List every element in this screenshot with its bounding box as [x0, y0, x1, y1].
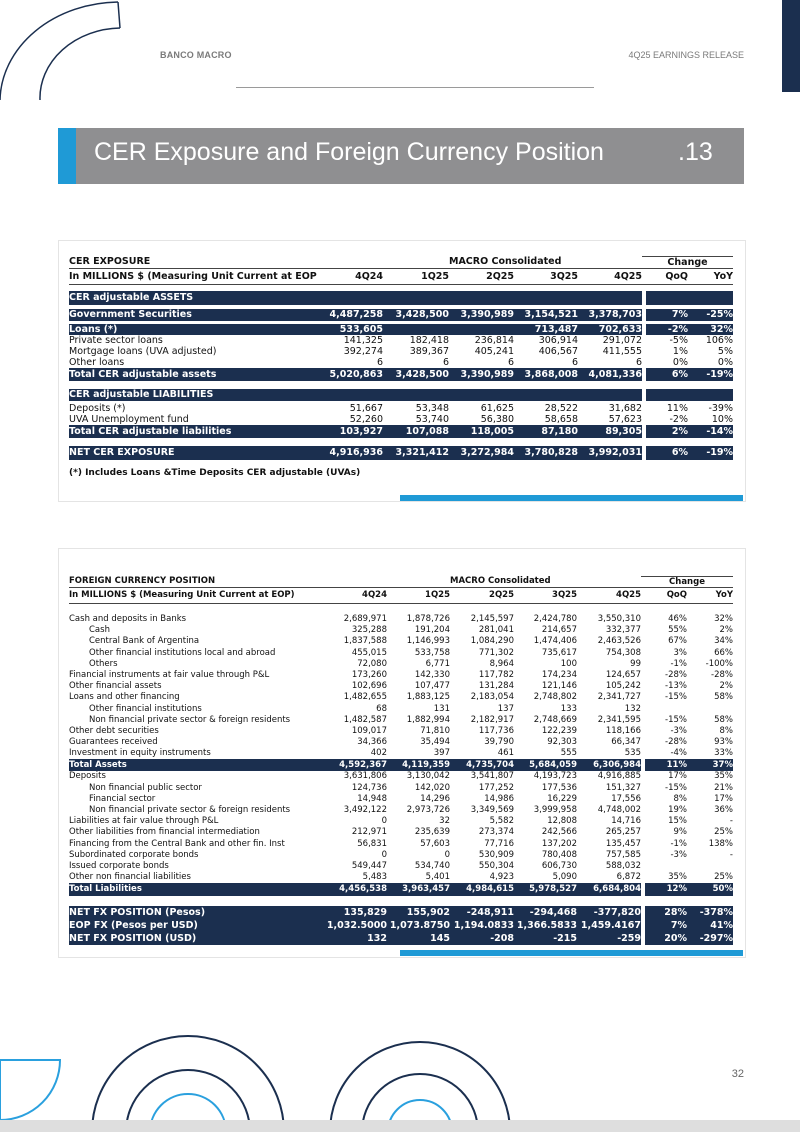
table-row: Investment in equity instruments 402 397 461 555 535 -4% 33%	[69, 748, 733, 759]
table-row: Other financial institutions local and abroad 455,015 533,758 771,302 735,617 754,308 3% 66%	[89, 647, 733, 658]
fx-group: MACRO Consolidated	[450, 576, 551, 586]
table-row: Others 72,080 6,771 8,964 100 99 -1% -100%	[89, 658, 733, 669]
table-row: Non financial private sector & foreign residents 1,482,587 1,882,994 2,182,917 2,748,669 2,341,595 -15% 58%	[89, 714, 733, 725]
table-row: Other loans 6 6 6 6 6 0% 0%	[69, 357, 733, 368]
table-row: Deposits 3,631,806 3,130,042 3,541,807 4,193,723 4,916,885 17% 35%	[69, 771, 733, 782]
report-name: 4Q25 EARNINGS RELEASE	[628, 50, 744, 60]
fx-position-table	[69, 576, 733, 945]
table-row: Liabilities at fair value through P&L 0 32 5,582 12,808 14,716 15% -	[69, 816, 733, 827]
header-divider	[236, 87, 594, 88]
corner-arc-decoration	[0, 0, 130, 100]
table-row: Other liabilities from financial intermediation 212,971 235,639 273,374 242,566 265,257 9% 25%	[69, 827, 733, 838]
table-row: Private sector loans 141,325 182,418 236,814 306,914 291,072 -5% 106%	[69, 335, 733, 346]
cer-header-row: In MILLIONS $ (Measuring Unit Current at EOP 4Q24 1Q25 2Q25 3Q25 4Q25 QoQ YoY	[69, 268, 733, 285]
table-row: Financing from the Central Bank and other fin. Inst 56,831 57,603 77,716 137,202 135,457 -1% 138%	[69, 838, 733, 849]
fx-change: Change	[641, 576, 733, 588]
cer-footnote: (*) Includes Loans &Time Deposits CER adjustable (UVAs)	[69, 468, 361, 478]
cer-title: CER EXPOSURE	[69, 256, 151, 267]
cer-liab-head: CER adjustable LIABILITIES	[69, 389, 733, 401]
cer-change: Change	[642, 256, 733, 268]
table-row: Loans and other financing 1,482,655 1,883,125 2,183,054 2,748,802 2,341,727 -15% 58%	[69, 692, 733, 703]
fx-header-row: In MILLIONS $ (Measuring Unit Current at EOP) 4Q24 1Q25 2Q25 3Q25 4Q25 QoQ YoY	[69, 587, 733, 604]
table-row: Subordinated corporate bonds 0 0 530,909 780,408 757,585 -3% -	[69, 849, 733, 860]
cer-exposure-table	[69, 256, 733, 478]
table-row: UVA Unemployment fund 52,260 53,740 56,380 58,658 57,623 -2% 10%	[69, 414, 733, 425]
table-row: Deposits (*) 51,667 53,348 61,625 28,522 31,682 11% -39%	[69, 403, 733, 414]
page-number: 32	[731, 1068, 744, 1080]
net-fx-pesos-row: NET FX POSITION (Pesos) 135,829 155,902 -248,911 -294,468 -377,820 28% -378%	[69, 907, 733, 919]
table-row: Other financial assets 102,696 107,477 131,284 121,146 105,242 -13% 2%	[69, 681, 733, 692]
footer-band	[0, 1120, 800, 1132]
company-name: BANCO MACRO	[160, 50, 232, 60]
table-row: Non financial private sector & foreign residents 3,492,122 2,973,726 3,349,569 3,999,958 4,748,002 19% 36%	[89, 805, 733, 815]
total-liabilities-row: Total Liabilities 4,456,538 3,963,457 4,984,615 5,978,527 6,684,804 12% 50%	[69, 884, 733, 895]
corner-bar	[782, 0, 800, 92]
table-row: Financial sector 14,948 14,296 14,986 16,229 17,556 8% 17%	[89, 793, 733, 804]
eop-fx-row: EOP FX (Pesos per USD) 1,032.5000 1,073.8750 1,194.0833 1,366.5833 1,459.4167 7% 41%	[69, 920, 733, 932]
section-title-accent	[58, 128, 76, 184]
table-row: Mortgage loans (UVA adjusted) 392,274 389,367 405,241 406,567 411,555 1% 5%	[69, 346, 733, 357]
table-row: Cash 325,288 191,204 281,041 214,657 332,377 55% 2%	[89, 625, 733, 636]
cer-assets-head: CER adjustable ASSETS	[69, 291, 733, 305]
table-row: Other non financial liabilities 5,483 5,401 4,923 5,090 6,872 35% 25%	[69, 872, 733, 883]
table-row: Cash and deposits in Banks 2,689,971 1,878,726 2,145,597 2,424,780 3,550,310 46% 32%	[69, 614, 733, 624]
section-title: CER Exposure and Foreign Currency Position	[94, 138, 604, 166]
table-row: Financial instruments at fair value through P&L 173,260 142,330 117,782 174,234 124,657 -28% -28%	[69, 669, 733, 680]
fx-bottom-accent	[400, 950, 743, 956]
net-cer-exposure-row: NET CER EXPOSURE 4,916,936 3,321,412 3,272,984 3,780,828 3,992,031 6% -19%	[69, 447, 733, 458]
table-row: Other financial institutions 68 131 137 133 132	[89, 703, 641, 714]
table-row: Guarantees received 34,366 35,494 39,790 92,303 66,347 -28% 93%	[69, 737, 733, 748]
table-row: Government Securities 4,487,258 3,428,500 3,390,989 3,154,521 3,378,703 7% -25%	[69, 309, 733, 320]
table-row: Non financial public sector 124,736 142,020 177,252 177,536 151,327 -15% 21%	[89, 782, 733, 793]
table-row: Issued corporate bonds 549,447 534,740 550,304 606,730 588,032	[69, 860, 641, 871]
cer-group: MACRO Consolidated	[449, 256, 562, 267]
table-row: Other debt securities 109,017 71,810 117,736 122,239 118,166 -3% 8%	[69, 725, 733, 736]
total-assets-row: Total Assets 4,592,367 4,119,359 4,735,704 5,684,059 6,306,984 11% 37%	[69, 760, 733, 771]
table-row: Total CER adjustable liabilities 103,927 107,088 118,005 87,180 89,305 2% -14%	[69, 426, 733, 437]
table-row: Central Bank of Argentina 1,837,588 1,146,993 1,084,290 1,474,406 2,463,526 67% 34%	[89, 636, 733, 647]
table-row: Loans (*) 533,605 713,487 702,633 -2% 32%	[69, 324, 733, 335]
table-row: Total CER adjustable assets 5,020,863 3,428,500 3,390,989 3,868,008 4,081,336 6% -19%	[69, 369, 733, 380]
fx-title: FOREIGN CURRENCY POSITION	[69, 576, 216, 586]
cer-bottom-accent	[400, 495, 743, 501]
footer-arcs-decoration	[0, 1020, 560, 1132]
section-number: .13	[678, 138, 713, 166]
net-fx-usd-row: NET FX POSITION (USD) 132 145 -208 -215 -259 20% -297%	[69, 933, 733, 945]
